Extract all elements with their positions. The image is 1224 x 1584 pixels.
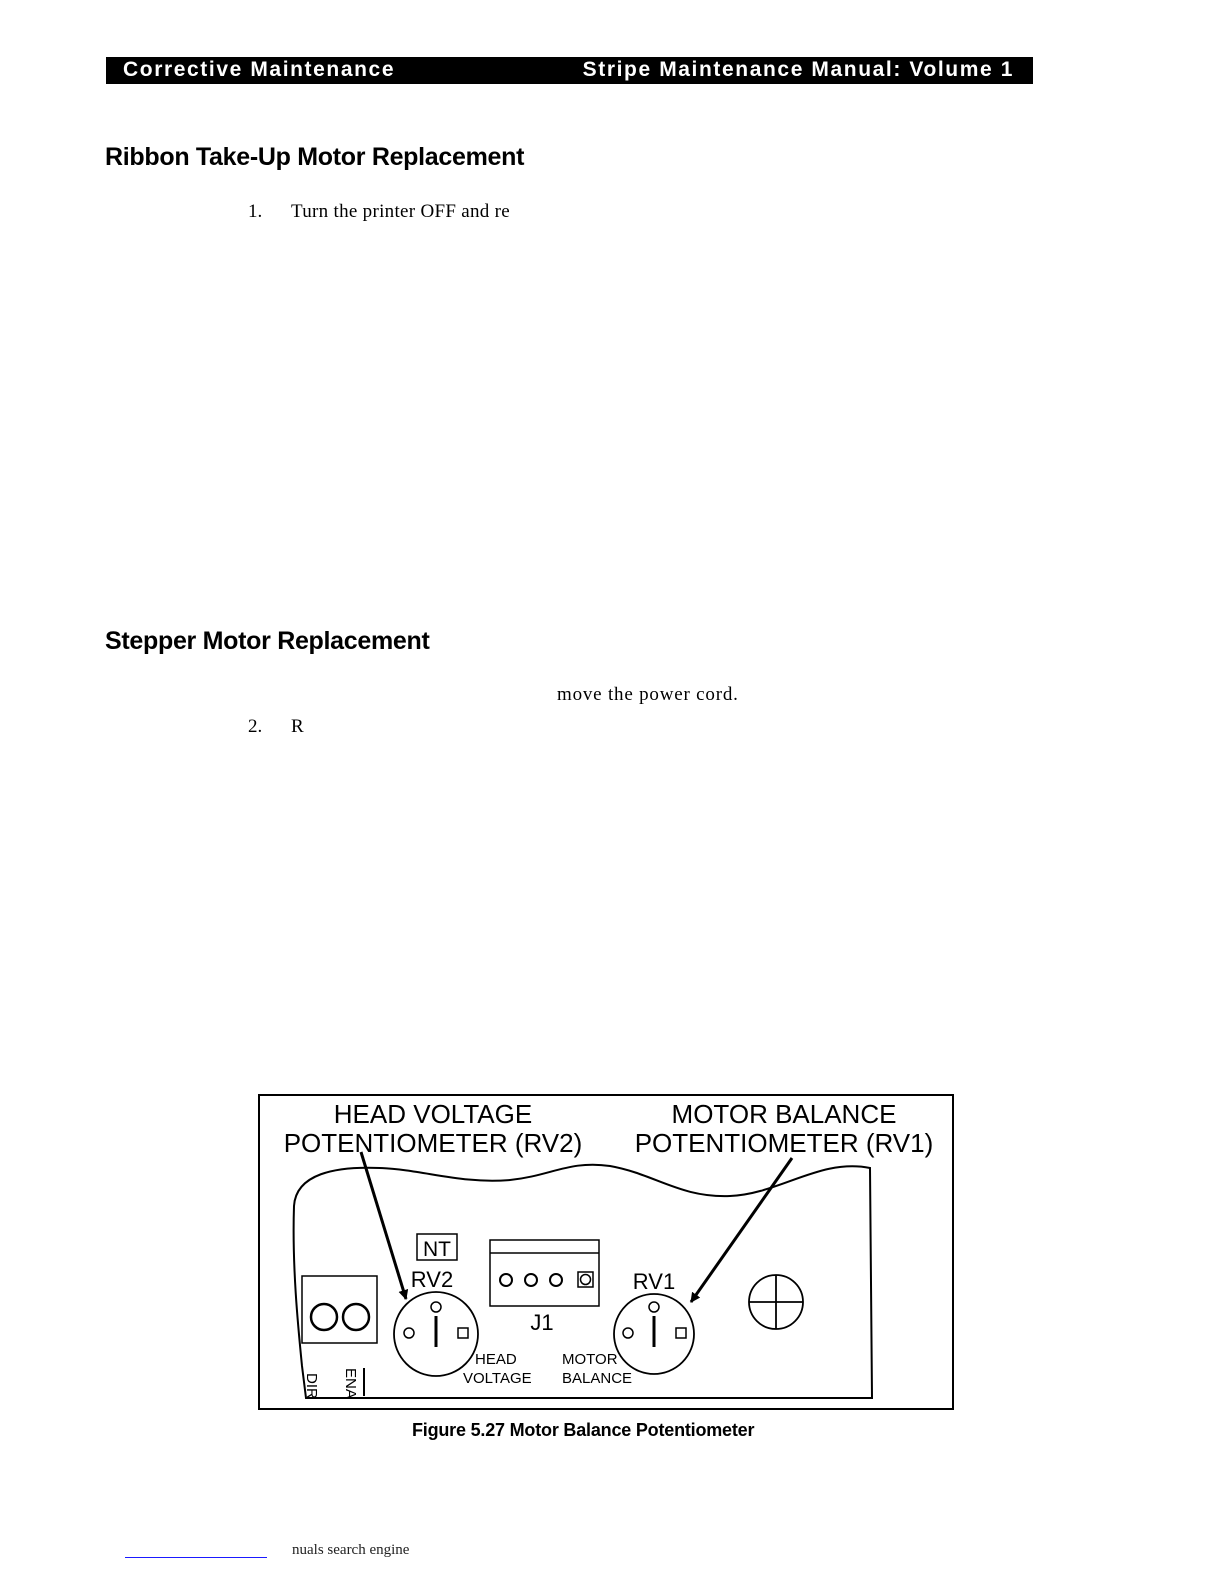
- arrow-to-rv2: [361, 1152, 406, 1299]
- motor-balance-title-line1: MOTOR BALANCE: [671, 1099, 897, 1129]
- rv1-pin-left: [623, 1328, 633, 1338]
- step-number-1: 1.: [248, 201, 263, 222]
- voltage-small-label: VOLTAGE: [463, 1370, 532, 1387]
- rv1-pin-square: [676, 1328, 686, 1338]
- footer-text: nuals search engine: [292, 1542, 410, 1558]
- head-voltage-title-line1: HEAD VOLTAGE: [333, 1099, 533, 1129]
- nt-label: NT: [423, 1238, 451, 1261]
- balance-small-label: BALANCE: [562, 1370, 633, 1387]
- motor-balance-title-line2: POTENTIOMETER (RV1): [634, 1128, 934, 1158]
- motor-small-label: MOTOR: [562, 1351, 618, 1368]
- step-text-2: R: [291, 716, 304, 737]
- rv2-pin-top: [431, 1302, 441, 1312]
- ena-label: ENA: [342, 1368, 359, 1399]
- j1-pin-4: [581, 1275, 591, 1285]
- step-text-1: Turn the printer OFF and re: [291, 201, 511, 222]
- rv2-label: RV2: [410, 1267, 454, 1292]
- j1-label: J1: [530, 1310, 554, 1335]
- j1-pin-2: [525, 1274, 537, 1286]
- connector-hole-right: [343, 1304, 369, 1330]
- j1-connector: [490, 1240, 599, 1306]
- running-header: [106, 57, 1033, 84]
- rv2-pin-left: [404, 1328, 414, 1338]
- step-continuation: move the power cord.: [557, 684, 739, 705]
- footer-link-underline[interactable]: [125, 1557, 267, 1558]
- j1-pin-1: [500, 1274, 512, 1286]
- dir-label: DIR: [303, 1373, 320, 1399]
- rv2-pin-square: [458, 1328, 468, 1338]
- figure-motor-balance-potentiometer: [258, 1094, 954, 1410]
- section-heading-stepper-motor: Stepper Motor Replacement: [105, 627, 430, 655]
- rv1-label: RV1: [632, 1269, 676, 1294]
- connector-hole-left: [311, 1304, 337, 1330]
- circuit-board-diagram: [260, 1096, 956, 1412]
- rv1-pin-top: [649, 1302, 659, 1312]
- j1-pin-3: [550, 1274, 562, 1286]
- header-section-title: Corrective Maintenance: [123, 58, 396, 81]
- figure-caption: Figure 5.27 Motor Balance Potentiometer: [412, 1420, 755, 1440]
- section-heading-ribbon-motor: Ribbon Take-Up Motor Replacement: [105, 143, 525, 171]
- header-manual-title: Stripe Maintenance Manual: Volume 1: [582, 58, 1014, 81]
- head-small-label: HEAD: [475, 1351, 517, 1368]
- head-voltage-title-line2: POTENTIOMETER (RV2): [283, 1128, 583, 1158]
- step-number-2: 2.: [248, 716, 263, 737]
